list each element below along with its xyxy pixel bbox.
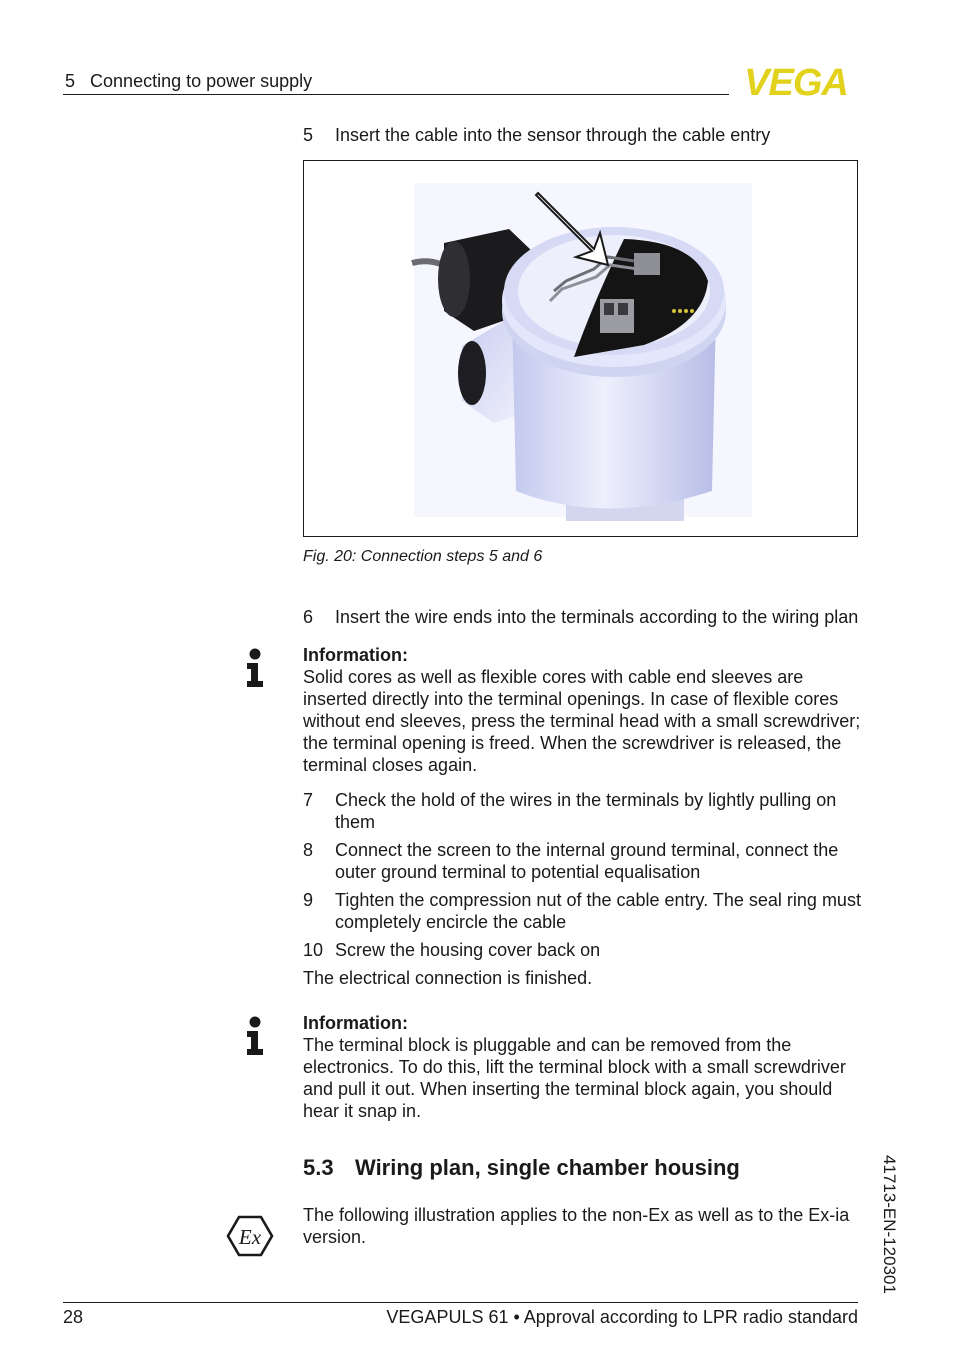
information-box	[303, 644, 863, 776]
chapter-number: 5	[65, 71, 76, 91]
information-icon	[244, 1016, 266, 1056]
header-rule	[63, 94, 729, 95]
logo-text: VEGA	[744, 64, 848, 98]
section-number: 5.3	[303, 1155, 334, 1180]
document-code-text: 41713-EN-120301	[880, 1155, 899, 1294]
figure-caption: Fig. 20: Connection steps 5 and 6	[303, 548, 543, 565]
information-box	[303, 1012, 863, 1122]
finished-text: The electrical connection is finished.	[303, 968, 593, 988]
ex-note: The following illustration applies to the non-Ex as well as to the Ex-ia version.	[303, 1205, 850, 1247]
information-text: The terminal block is pluggable and can be removed from the electronics. To do this, lift the terminal block with a small screwdriver and pull it out. When inserting the terminal block again, you should hear it snap in.	[303, 1035, 846, 1121]
information-icon	[244, 648, 266, 688]
information-text: Solid cores as well as flexible cores with cable end sleeves are inserted directly into the terminal openings. In case of flexible cores without end sleeves, press the terminal head with a small screwdriver; the terminal opening is freed. When the screwdriver is released, the terminal closes again.	[303, 667, 861, 775]
step-number: 7	[303, 790, 314, 810]
sensor-housing-illustration	[304, 161, 857, 536]
step-item	[303, 124, 863, 146]
step-number: 5	[303, 125, 314, 145]
step-item	[303, 939, 863, 961]
step-number: 10	[303, 940, 324, 960]
step-item	[303, 606, 863, 628]
section-heading	[303, 1155, 740, 1181]
step-text: Insert the cable into the sensor through the cable entry	[335, 125, 771, 145]
step-number: 6	[303, 607, 314, 627]
information-title: Information:	[303, 645, 408, 665]
section-title: Wiring plan, single chamber housing	[355, 1155, 740, 1180]
svg-text:Ex: Ex	[238, 1225, 262, 1249]
document-code	[875, 1155, 899, 1305]
footer-title: VEGAPULS 61 • Approval according to LPR radio standard	[386, 1307, 858, 1327]
footer-rule	[63, 1302, 858, 1303]
chapter-title: Connecting to power supply	[90, 71, 313, 91]
figure-frame	[303, 160, 858, 537]
step-item	[303, 889, 863, 933]
information-title: Information:	[303, 1013, 408, 1033]
step-text: Check the hold of the wires in the terminals by lightly pulling on them	[335, 790, 837, 832]
step-text: Tighten the compression nut of the cable entry. The seal ring must completely encircle the cable	[335, 890, 861, 932]
vega-logo	[734, 64, 858, 98]
step-text: Insert the wire ends into the terminals according to the wiring plan	[335, 607, 859, 627]
step-number: 9	[303, 890, 314, 910]
step-number: 8	[303, 840, 314, 860]
running-header	[65, 71, 312, 92]
page-number: 28	[63, 1307, 84, 1327]
ex-protection-icon	[226, 1214, 274, 1258]
step-text: Screw the housing cover back on	[335, 940, 601, 960]
step-item	[303, 839, 863, 883]
step-text: Connect the screen to the internal ground terminal, connect the outer ground terminal to potential equalisation	[335, 840, 839, 882]
step-item	[303, 789, 863, 833]
